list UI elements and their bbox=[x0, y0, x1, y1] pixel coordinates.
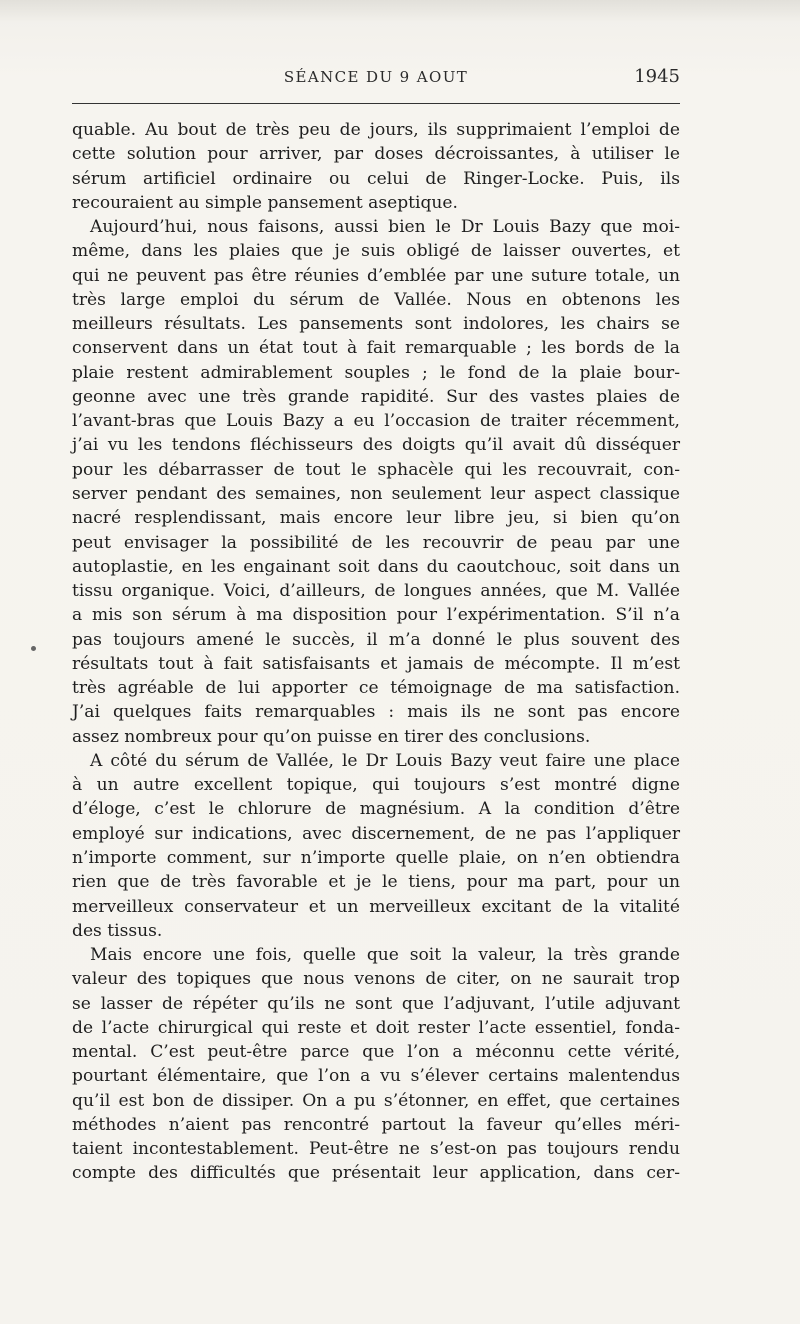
text-line: qu’il est bon de dissiper. On a pu s’étonner, en effet, que certaines bbox=[72, 1090, 680, 1111]
text-line: sérum artificiel ordinaire ou celui de Ringer-Locke. Puis, ils bbox=[72, 168, 680, 189]
text-line: tissu organique. Voici, d’ailleurs, de longues années, que M. Vallée bbox=[72, 581, 680, 602]
text-line: très agréable de lui apporter ce témoignage de ma satisfaction. bbox=[72, 678, 680, 699]
text-line: même, dans les plaies que je suis obligé de laisser ouvertes, et bbox=[72, 241, 680, 262]
body-text bbox=[72, 118, 680, 1186]
margin-speck bbox=[31, 646, 36, 651]
text-line: d’éloge, c’est le chlorure de magnésium. A la condition d’être bbox=[72, 799, 680, 820]
text-line: recouraient au simple pansement aseptique. bbox=[72, 192, 458, 213]
text-line: autoplastie, en les engainant soit dans du caoutchouc, soit dans un bbox=[72, 556, 680, 577]
text-line: très large emploi du sérum de Vallée. Nous en obtenons les bbox=[72, 289, 680, 310]
text-line: quable. Au bout de très peu de jours, ils supprimaient l’emploi de bbox=[72, 120, 680, 140]
text-line: merveilleux conservateur et un merveilleux excitant de la vitalité bbox=[72, 896, 680, 917]
text-line: mental. C’est peut-être parce que l’on a méconnu cette vérité, bbox=[72, 1042, 680, 1063]
text-line: assez nombreux pour qu’on puisse en tirer des conclusions. bbox=[72, 726, 591, 747]
page-top-shadow bbox=[0, 0, 800, 22]
header-rule bbox=[72, 103, 680, 104]
text-line: server pendant des semaines, non seulement leur aspect classique bbox=[72, 483, 680, 504]
text-line: plaie restent admirablement souples ; le fond de la plaie bour- bbox=[72, 362, 680, 383]
text-line: a mis son sérum à ma disposition pour l’expérimentation. S’il n’a bbox=[72, 605, 680, 626]
text-line: compte des difficultés que présentait leur application, dans cer- bbox=[72, 1163, 680, 1184]
text-line: l’avant-bras que Louis Bazy a eu l’occasion de traiter récemment, bbox=[72, 411, 680, 432]
text-line: de l’acte chirurgical qui reste et doit rester l’acte essentiel, fonda- bbox=[72, 1017, 680, 1038]
text-line: peut envisager la possibilité de les recouvrir de peau par une bbox=[72, 532, 680, 553]
text-line: à un autre excellent topique, qui toujours s’est montré digne bbox=[72, 775, 680, 796]
page-header bbox=[72, 68, 680, 92]
text-line: Aujourd’hui, nous faisons, aussi bien le Dr Louis Bazy que moi- bbox=[90, 217, 680, 238]
text-line: se lasser de répéter qu’ils ne sont que l’adjuvant, l’utile adjuvant bbox=[72, 993, 680, 1014]
text-line: résultats tout à fait satisfaisants et jamais de mécompte. Il m’est bbox=[72, 653, 680, 674]
text-line: qui ne peuvent pas être réunies d’emblée par une suture totale, un bbox=[72, 265, 680, 286]
running-title: SÉANCE DU 9 AOUT bbox=[283, 68, 469, 86]
text-line: cette solution pour arriver, par doses décroissantes, à utiliser le bbox=[72, 144, 680, 165]
text-line: méthodes n’aient pas rencontré partout la faveur qu’elles méri- bbox=[72, 1114, 680, 1135]
text-line: taient incontestablement. Peut-être ne s’est-on pas toujours rendu bbox=[72, 1139, 680, 1160]
text-line: meilleurs résultats. Les pansements sont indolores, les chairs se bbox=[72, 314, 680, 335]
text-line: j’ai vu les tendons fléchisseurs des doigts qu’il avait dû disséquer bbox=[72, 435, 680, 456]
page-number: 1945 bbox=[634, 66, 680, 87]
text-line: rien que de très favorable et je le tiens, pour ma part, pour un bbox=[72, 872, 680, 893]
text-line: conservent dans un état tout à fait remarquable ; les bords de la bbox=[72, 338, 680, 359]
text-line: Mais encore une fois, quelle que soit la valeur, la très grande bbox=[90, 945, 680, 966]
text-line: employé sur indications, avec discernement, de ne pas l’appliquer bbox=[72, 823, 680, 844]
text-line: pas toujours amené le succès, il m’a donné le plus souvent des bbox=[72, 629, 680, 650]
text-line: des tissus. bbox=[72, 920, 163, 941]
text-line: valeur des topiques que nous venons de citer, on ne saurait trop bbox=[72, 969, 680, 990]
text-line: A côté du sérum de Vallée, le Dr Louis Bazy veut faire une place bbox=[90, 750, 680, 771]
text-line: geonne avec une très grande rapidité. Sur des vastes plaies de bbox=[72, 386, 680, 407]
text-line: pour les débarrasser de tout le sphacèle qui les recouvrait, con- bbox=[72, 459, 680, 480]
text-line: nacré resplendissant, mais encore leur libre jeu, si bien qu’on bbox=[72, 508, 680, 529]
text-line: J’ai quelques faits remarquables : mais ils ne sont pas encore bbox=[72, 702, 680, 723]
text-line: n’importe comment, sur n’importe quelle plaie, on n’en obtiendra bbox=[72, 847, 680, 868]
text-line: pourtant élémentaire, que l’on a vu s’élever certains malentendus bbox=[72, 1066, 680, 1087]
